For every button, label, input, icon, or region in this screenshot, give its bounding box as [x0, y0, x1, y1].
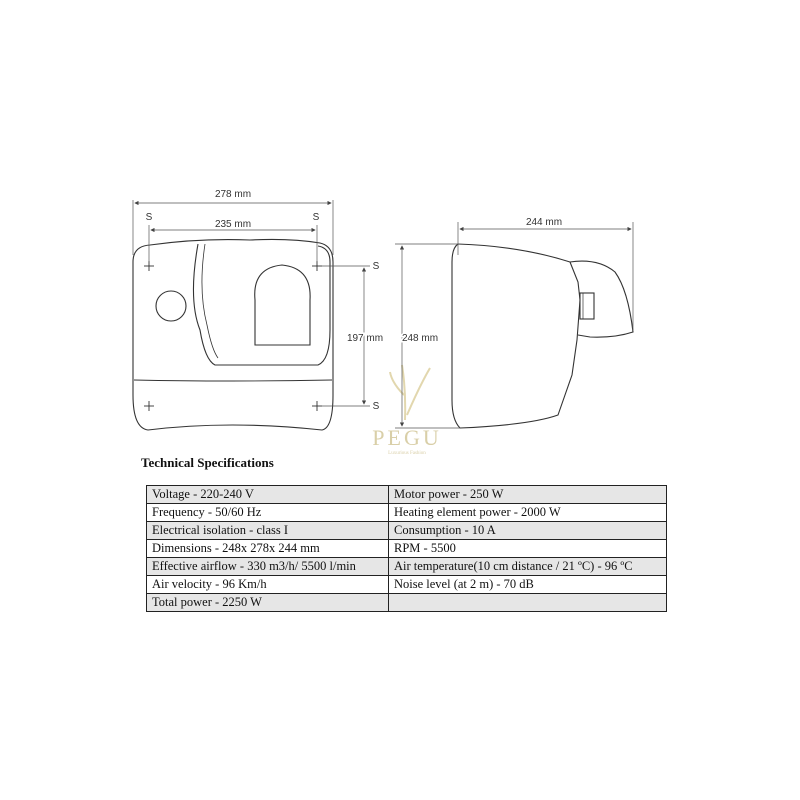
table-row	[147, 486, 667, 504]
screw-markers	[144, 261, 322, 411]
spec-cell: Total power - 2250 W	[147, 594, 389, 612]
spec-cell: Dimensions - 248x 278x 244 mm	[147, 540, 389, 558]
front-dimensions	[133, 200, 370, 406]
front-button	[156, 291, 186, 321]
spec-table	[146, 485, 667, 612]
front-nozzle-outlet	[255, 265, 310, 345]
spec-cell: RPM - 5500	[389, 540, 667, 558]
front-view	[133, 239, 333, 430]
dim-depth: 244 mm	[525, 217, 563, 228]
table-row	[147, 522, 667, 540]
spec-cell: Noise level (at 2 m) - 70 dB	[389, 576, 667, 594]
spec-cell: Consumption - 10 A	[389, 522, 667, 540]
table-row	[147, 504, 667, 522]
watermark-brand: PEGU	[372, 425, 442, 450]
spec-cell: Electrical isolation - class I	[147, 522, 389, 540]
spec-cell: Heating element power - 2000 W	[389, 504, 667, 522]
spec-cell: Voltage - 220-240 V	[147, 486, 389, 504]
dim-width-total: 278 mm	[214, 189, 252, 200]
table-row	[147, 594, 667, 612]
spec-cell: Effective airflow - 330 m3/h/ 5500 l/min	[147, 558, 389, 576]
screw-label-right-bottom: S	[372, 401, 380, 412]
screw-label-right-top: S	[372, 261, 380, 272]
spec-cell: Motor power - 250 W	[389, 486, 667, 504]
table-row	[147, 576, 667, 594]
dim-width-mounting: 235 mm	[214, 219, 252, 230]
watermark-logo	[390, 365, 430, 420]
side-body-outline	[452, 244, 580, 428]
side-knob	[580, 293, 594, 319]
spec-cell: Frequency - 50/60 Hz	[147, 504, 389, 522]
spec-cell: Air velocity - 96 Km/h	[147, 576, 389, 594]
screw-label-top-left: S	[145, 212, 153, 223]
table-row	[147, 540, 667, 558]
dim-height-total: 248 mm	[401, 333, 439, 344]
front-lower-divider	[134, 380, 332, 381]
spec-cell: Air temperature(10 cm distance / 21 ºC) - 96 ºC	[389, 558, 667, 576]
spec-cell	[389, 594, 667, 612]
side-view	[452, 244, 633, 428]
watermark-tagline: Luxurious Fashion	[388, 451, 426, 456]
dim-height-mounting: 197 mm	[346, 333, 384, 344]
side-dimensions	[395, 222, 633, 428]
screw-label-top-right: S	[312, 212, 320, 223]
table-row	[147, 558, 667, 576]
front-body-outline	[133, 239, 333, 430]
spec-title: Technical Specifications	[141, 455, 274, 470]
